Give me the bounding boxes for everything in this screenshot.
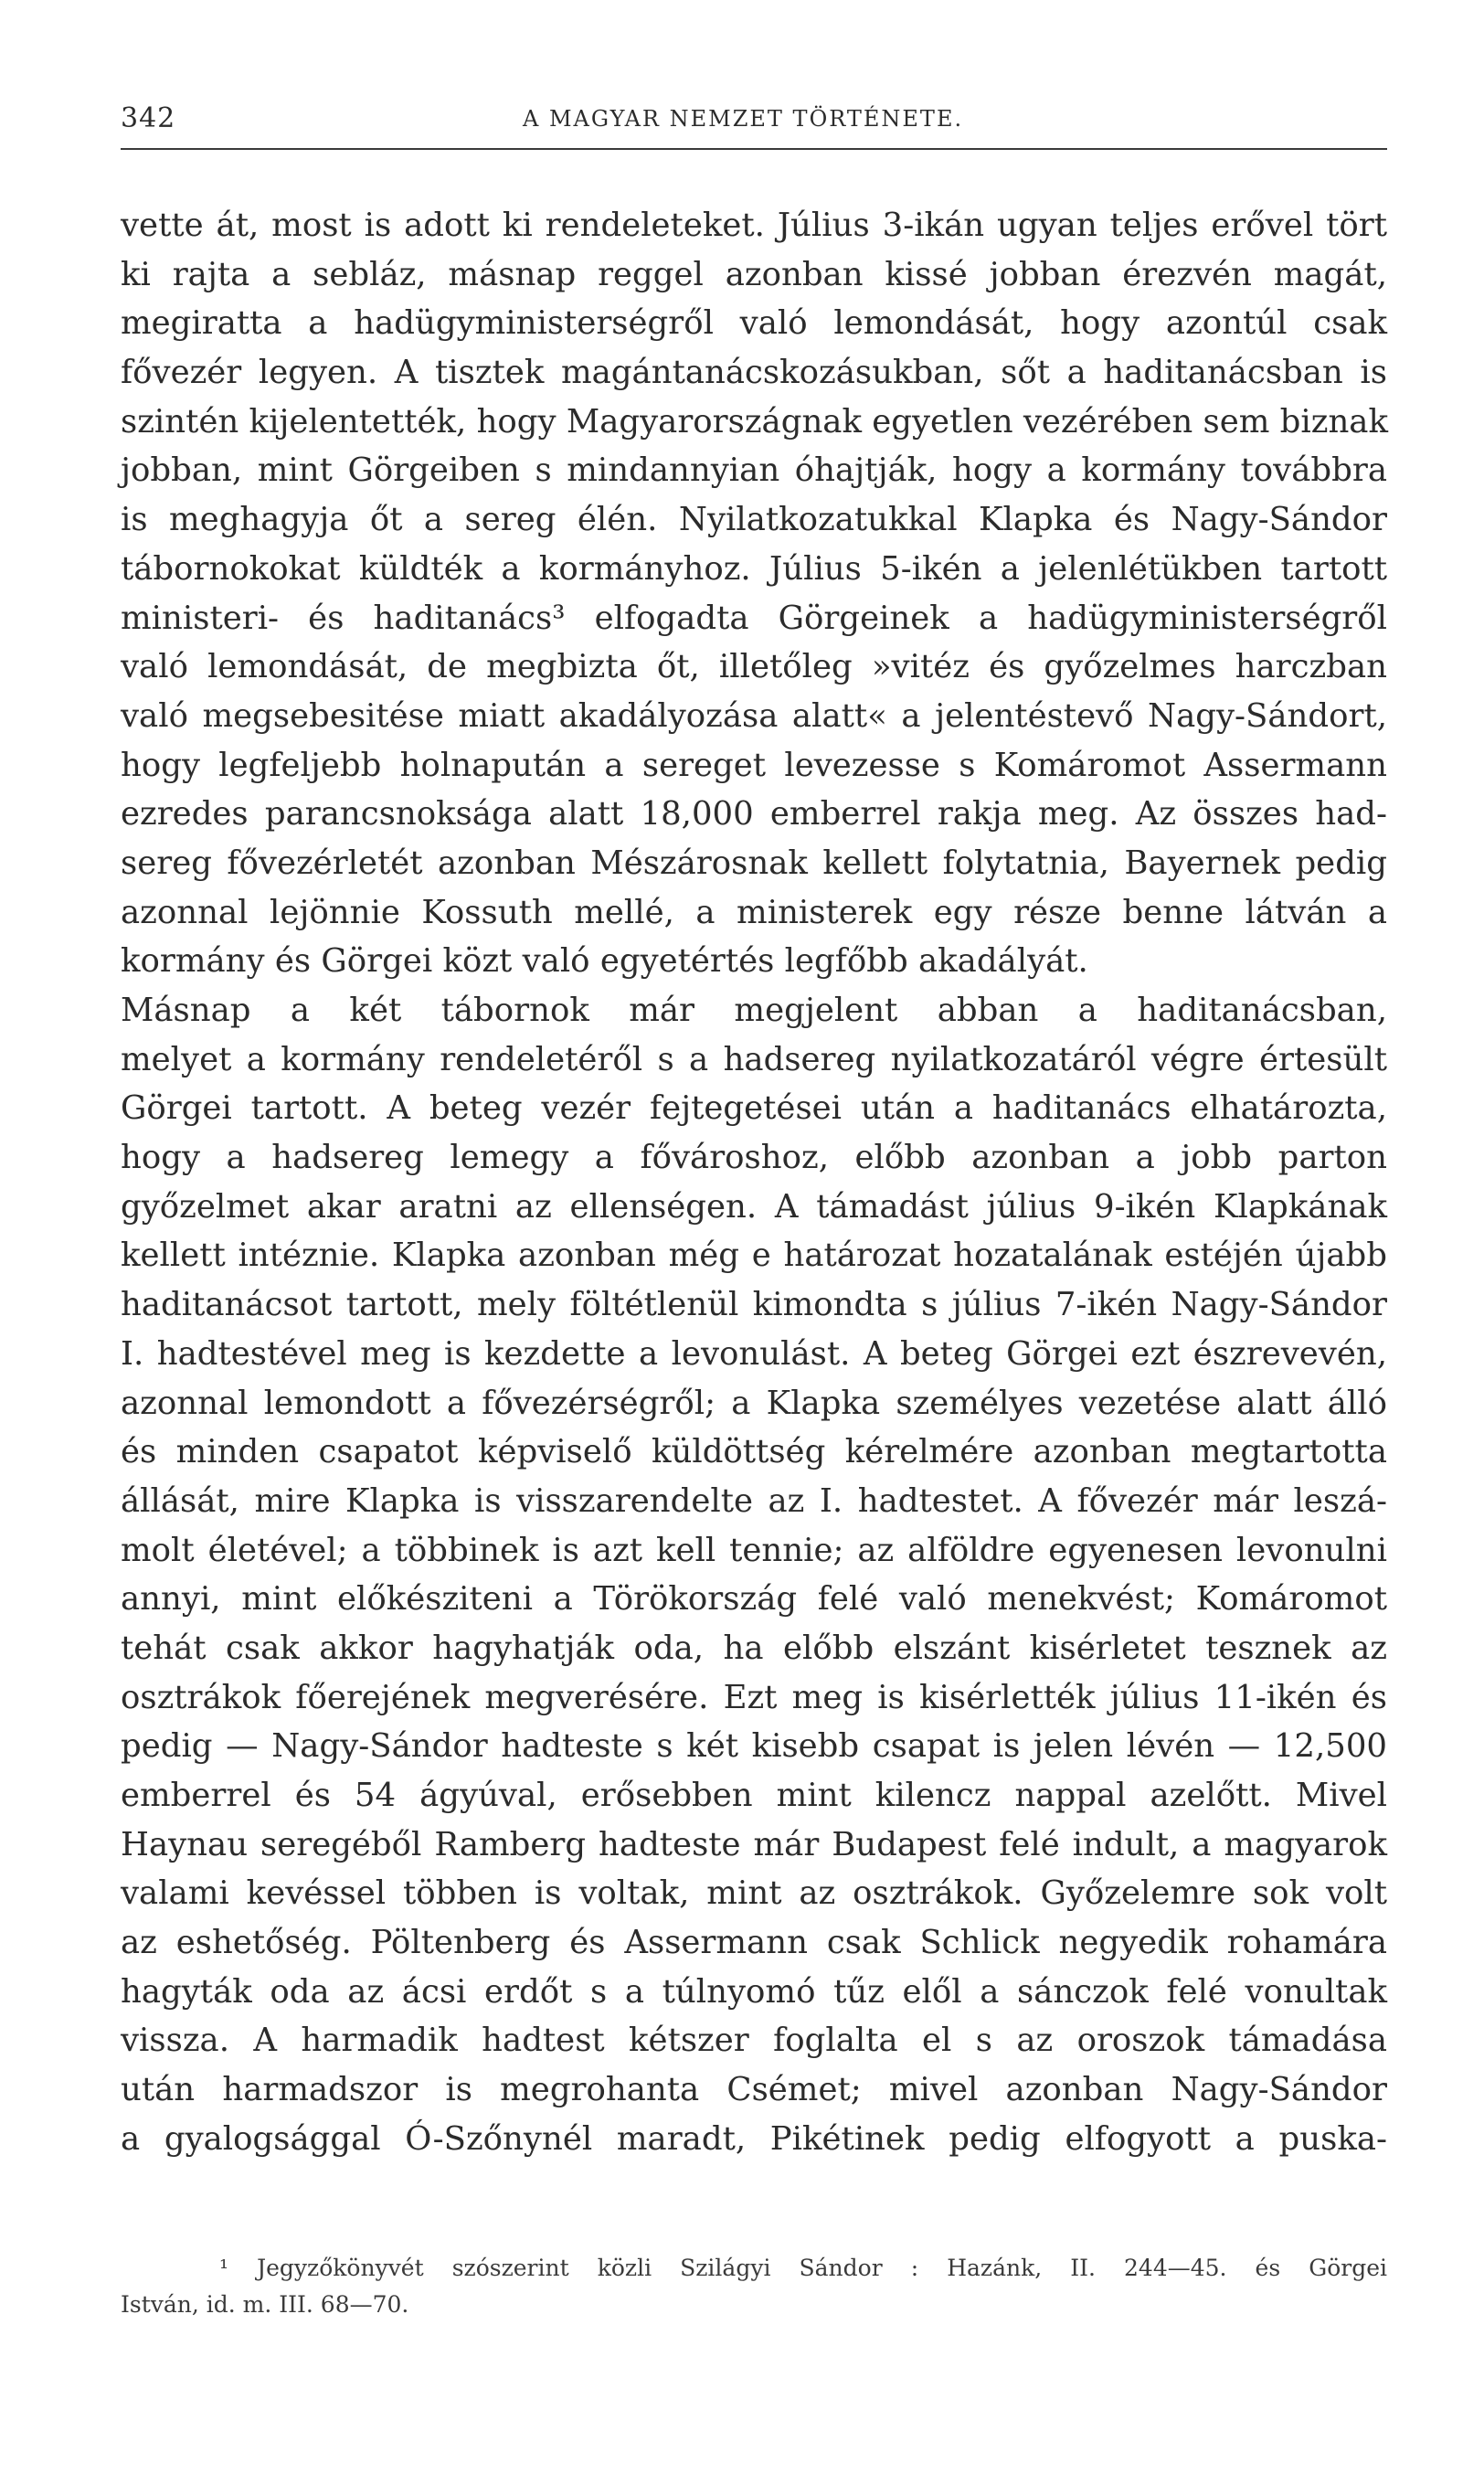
text-line: kormány és Görgei közt való egyetértés legfőbb akadályát. xyxy=(121,942,1088,981)
text-line: emberrel és 54 ágyúval, erősebben mint kilencz nappal azelőtt. Mivel xyxy=(121,1777,1387,1814)
text-line: hogy a hadsereg lemegy a fővároshoz, előbb azonban a jobb parton xyxy=(121,1139,1387,1177)
text-line: való lemondását, de megbizta őt, illetőleg »vitéz és győzelmes harczban xyxy=(121,648,1387,686)
header-rule xyxy=(121,148,1387,150)
text-line: tehát csak akkor hagyhatják oda, ha előbb elszánt kisérletet tesznek az xyxy=(121,1629,1387,1667)
text-line: kellett intéznie. Klapka azonban még e határozat hozatalának estéjén újabb xyxy=(121,1237,1387,1275)
text-line: haditanácsot tartott, mely föltétlenül kimondta s július 7-ikén Nagy-Sándor xyxy=(121,1286,1387,1324)
text-line: valami kevéssel többen is voltak, mint az osztrákok. Győzelemre sok volt xyxy=(121,1874,1387,1913)
text-line: sereg fővezérletét azonban Mészárosnak kellett folytatnia, Bayernek pedig xyxy=(121,844,1387,882)
text-line: állását, mire Klapka is visszarendelte az I. hadtestet. A fővezér már leszá- xyxy=(121,1481,1387,1520)
page-number: 342 xyxy=(121,102,176,134)
footnote-line: István, id. m. III. 68—70. xyxy=(121,2291,409,2318)
text-line: szintén kijelentették, hogy Magyarországnak egyetlen vezérében sem biznak xyxy=(121,402,1388,441)
page-header xyxy=(121,102,1387,146)
running-head: A MAGYAR NEMZET TÖRTÉNETE. xyxy=(523,106,964,132)
text-line: ezredes parancsnoksága alatt 18,000 emberrel rakja meg. Az összes had- xyxy=(121,795,1387,833)
text-line: való megsebesitése miatt akadályozása alatt« a jelentéstevő Nagy-Sándort, xyxy=(121,696,1387,735)
text-line: ki rajta a sebláz, másnap reggel azonban kissé jobban érezvén magát, xyxy=(121,255,1387,293)
text-line: azonnal lejönnie Kossuth mellé, a ministerek egy része benne látván a xyxy=(121,893,1387,931)
text-line: melyet a kormány rendeletéről s a hadsereg nyilatkozatáról végre értesült xyxy=(121,1040,1387,1078)
text-line: fővezér legyen. A tisztek magántanácskozásukban, sőt a haditanácsban is xyxy=(121,354,1387,392)
text-line: Görgei tartott. A beteg vezér fejtegetései után a haditanács elhatározta, xyxy=(121,1089,1387,1128)
text-line: Haynau seregéből Ramberg hadteste már Budapest felé indult, a magyarok xyxy=(121,1825,1387,1863)
text-line: hogy legfeljebb holnapután a sereget levezesse s Komáromot Assermann xyxy=(121,746,1387,784)
text-line: molt életével; a többinek is azt kell tennie; az alföldre egyenesen levonulni xyxy=(121,1531,1387,1569)
text-line: után harmadszor is megrohanta Csémet; mivel azonban Nagy-Sándor xyxy=(121,2071,1387,2109)
text-line: jobban, mint Görgeiben s mindannyian óhajtják, hogy a kormány továbbra xyxy=(121,451,1387,490)
text-line: annyi, mint előkésziteni a Törökország felé való menekvést; Komáromot xyxy=(121,1580,1387,1619)
text-line: tábornokokat küldték a kormányhoz. Július 5-ikén a jelenlétükben tartott xyxy=(121,549,1387,588)
footnote xyxy=(121,2250,1387,2323)
text-line: a gyalogsággal Ó-Szőnynél maradt, Pikétinek pedig elfogyott a puska- xyxy=(121,2119,1387,2158)
text-line: vissza. A harmadik hadtest kétszer foglalta el s az oroszok támadása xyxy=(121,2022,1387,2060)
text-line: ministeri- és haditanács³ elfogadta Görgeinek a hadügyministerségről xyxy=(121,599,1387,637)
text-line: I. hadtestével meg is kezdette a levonulást. A beteg Görgei ezt észrevevén, xyxy=(121,1334,1387,1373)
text-line: azonnal lemondott a fővezérségről; a Klapka személyes vezetése alatt álló xyxy=(121,1384,1387,1422)
text-line: az eshetőség. Pöltenberg és Assermann csak Schlick negyedik rohamára xyxy=(121,1924,1387,1962)
text-line: osztrákok főerejének megverésére. Ezt meg is kisérlették július 11-ikén és xyxy=(121,1678,1387,1716)
text-line: és minden csapatot képviselő küldöttség kérelmére azonban megtartotta xyxy=(121,1433,1387,1471)
text-line: pedig — Nagy-Sándor hadteste s két kisebb csapat is jelen lévén — 12,500 xyxy=(121,1727,1387,1766)
text-line: vette át, most is adott ki rendeleteket. Július 3-ikán ugyan teljes erővel tört xyxy=(121,207,1387,244)
text-line: győzelmet akar aratni az ellenségen. A támadást július 9-ikén Klapkának xyxy=(121,1187,1387,1226)
text-line: megiratta a hadügyministerségről való lemondását, hogy azontúl csak xyxy=(121,304,1387,343)
footnote-line: ¹ Jegyzőkönyvét szószerint közli Szilágyi Sándor : Hazánk, II. 244—45. és Görgei xyxy=(219,2255,1387,2281)
text-line: Másnap a két tábornok már megjelent abban a haditanácsban, xyxy=(121,992,1387,1029)
text-line: hagyták oda az ácsi erdőt s a túlnyomó tűz elől a sánczok felé vonultak xyxy=(121,1972,1387,2011)
body-text xyxy=(121,201,1387,2164)
text-line: is meghagyja őt a sereg élén. Nyilatkozatukkal Klapka és Nagy-Sándor xyxy=(121,501,1387,539)
